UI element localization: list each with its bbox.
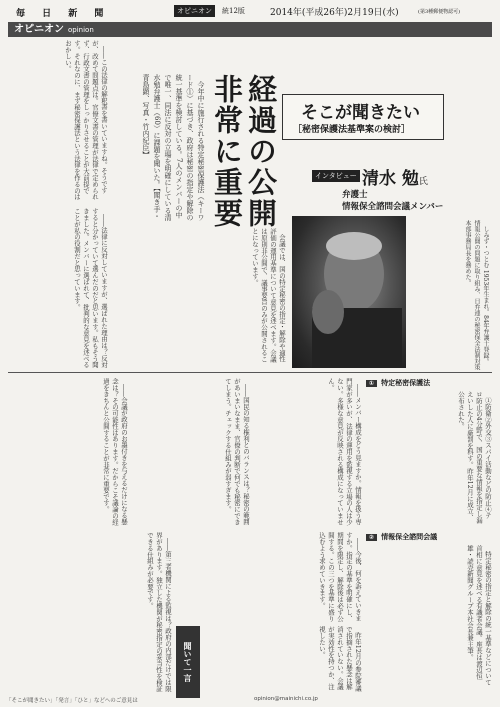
interviewee-title-2: 情報保全諮問会議メンバー [342, 202, 444, 212]
body-column-5 [130, 378, 250, 528]
interviewee-title-1: 弁護士 [342, 190, 368, 200]
footer-note: 「そこが聞きたい」「発言」「ひと」などへのご意見は [6, 698, 138, 704]
headline-line-1: 経過の公開 [244, 74, 278, 229]
interviewer-note [204, 626, 362, 692]
profile-text: しみず・つとむ 1953年生まれ。84年弁護士登録。情報公開の問題に取り組み、日弁連の秘密保全法制対策本部事務局長を務めた。 [464, 220, 489, 370]
opinion-section-bar [8, 22, 492, 37]
body-column-8 [176, 532, 362, 622]
glossary-body-2 [366, 545, 492, 689]
issue-date: 2014年(平成26年)2月19日(水) [270, 8, 399, 18]
series-subtitle: ［秘密保護法基準案の検討］ [293, 125, 411, 135]
body-text-8: ――今後、何を訴えていきますか。指定の基準を明確にし、期間を限定し、解除後は必ず公開する。この三つを基準に盛り込むよう求めていきます。 [318, 532, 362, 622]
body-column-4 [8, 378, 128, 528]
body-text-6: ――メンバー構成をどう見ますか。情報を扱う専門家が多いが、法律の運用を監視する立場の人は少ない。多様な意見が反映される構成になっていません。 [327, 378, 362, 526]
glossary-heading-1 [366, 378, 492, 388]
section-tag: オピニオン [174, 5, 215, 17]
newspaper-name: 毎 日 新 聞 [16, 9, 111, 19]
opinion-label: オピニオン [14, 24, 64, 35]
interview-tag: インタビュー [312, 170, 360, 182]
interviewee-name [362, 164, 428, 189]
body-text-1: ――この法律の解釈書を書いていますね。そうですが、改めて問題点は。官僚文書の管理が法律で定められず、行政文書の管理をしっかりさせることが大前提です。それなのに、まず秘密保護法という法律を作るのはおかしい。 [64, 40, 108, 200]
body-column-3 [110, 228, 286, 368]
body-column-6 [252, 378, 362, 528]
interviewee-name-text: 清水 勉 [362, 169, 419, 189]
glossary-heading-2 [366, 532, 492, 542]
section-divider [8, 372, 492, 373]
headline-line-2: 非常に重要 [210, 74, 244, 229]
footer-email: opinion@mainichi.co.jp [254, 696, 318, 702]
portrait-photo [292, 216, 406, 368]
profile-callout [410, 220, 490, 370]
interviewer-note-label: 聞いて一言 [176, 626, 200, 698]
body-text-5: ――国民の知る権利とのバランスは？秘密の範囲があいまいなまま、官僚の判断で何でも秘密にできてしまう。チェックする仕組みが弱すぎます。 [224, 378, 250, 526]
body-text-2: ――法律に反対していますが、選ばれた理由は？反対すると分かっていて選んだのだと思います。私もそう聞きました。メンバーに選ばれて、批判的な意見を述べることが私の役割だと思っています。 [73, 208, 108, 368]
portrait-illustration [292, 216, 406, 368]
body-column-1 [8, 40, 108, 202]
series-title: そこが聞きたい [301, 103, 420, 123]
glossary-number-2: ② [366, 534, 377, 541]
glossary-title-1: 特定秘密保護法 [381, 379, 431, 387]
opinion-sub-label: opinion [68, 26, 94, 34]
glossary-title-2: 情報保全諮問会議 [381, 533, 438, 541]
interviewer-note-text: 昨年12月の参院審議で指摘された懸念は解消されていない。会議が実効性を持つか、注視したい。 [318, 626, 362, 692]
glossary-item-1 [366, 378, 492, 528]
glossary-text-2: 特定秘密の指定と解除の統一基準などについて首相に意見を述べる有識者会議。座長は渡辺恒雄・読売新聞グループ本社会長兼主筆。 [466, 545, 492, 686]
lead-text: 今年中に施行される特定秘密保護法（キーワード①）に基づき、政府は秘密の指定や解除の統一基準を検討している。7人のメンバーの中で唯一、同法に反対の立場を明確にしている清水勉弁護士（60）に課題を聞いた。【聞き手・青島顕、写真・竹内紀臣】 [142, 74, 205, 221]
body-column-2 [8, 208, 108, 368]
glossary-item-2 [366, 532, 492, 692]
glossary-number-1: ① [366, 380, 377, 387]
series-title-box [282, 94, 444, 140]
lead-paragraph [110, 74, 206, 224]
body-text-3: 会議では、国の特定秘密の指定・解除や適性評価の運用基準について意見を述べます。会議は原則非公開で、議事要旨のみが公開されることになっています。 [251, 228, 286, 363]
body-column-7 [8, 532, 172, 692]
honorific: 氏 [418, 177, 428, 187]
glossary-body-1 [366, 391, 492, 525]
edition-label: 統12版 [222, 7, 245, 15]
glossary-text-1: ①防衛②外交③スパイ活動などの防止④テロ防止の4分野で、国の重要な情報を指定し漏えいした人に厳罰を科す。昨年12月に成立、公布された。 [457, 391, 492, 524]
mail-class: (第3種郵便物認可) [418, 9, 461, 15]
body-text-4: ――会議が政府のお墨付きを与えるだけになる懸念は？その可能性はあります。だからこそ議論の経過をきちんと公開することが非常に重要です。 [102, 378, 128, 526]
masthead [8, 4, 492, 20]
body-text-7: ――第三者機関による監視は？政府の内部だけでは限界があります。独立した機関が秘密指定の妥当性を検証できる仕組みが必要です。 [146, 532, 172, 692]
